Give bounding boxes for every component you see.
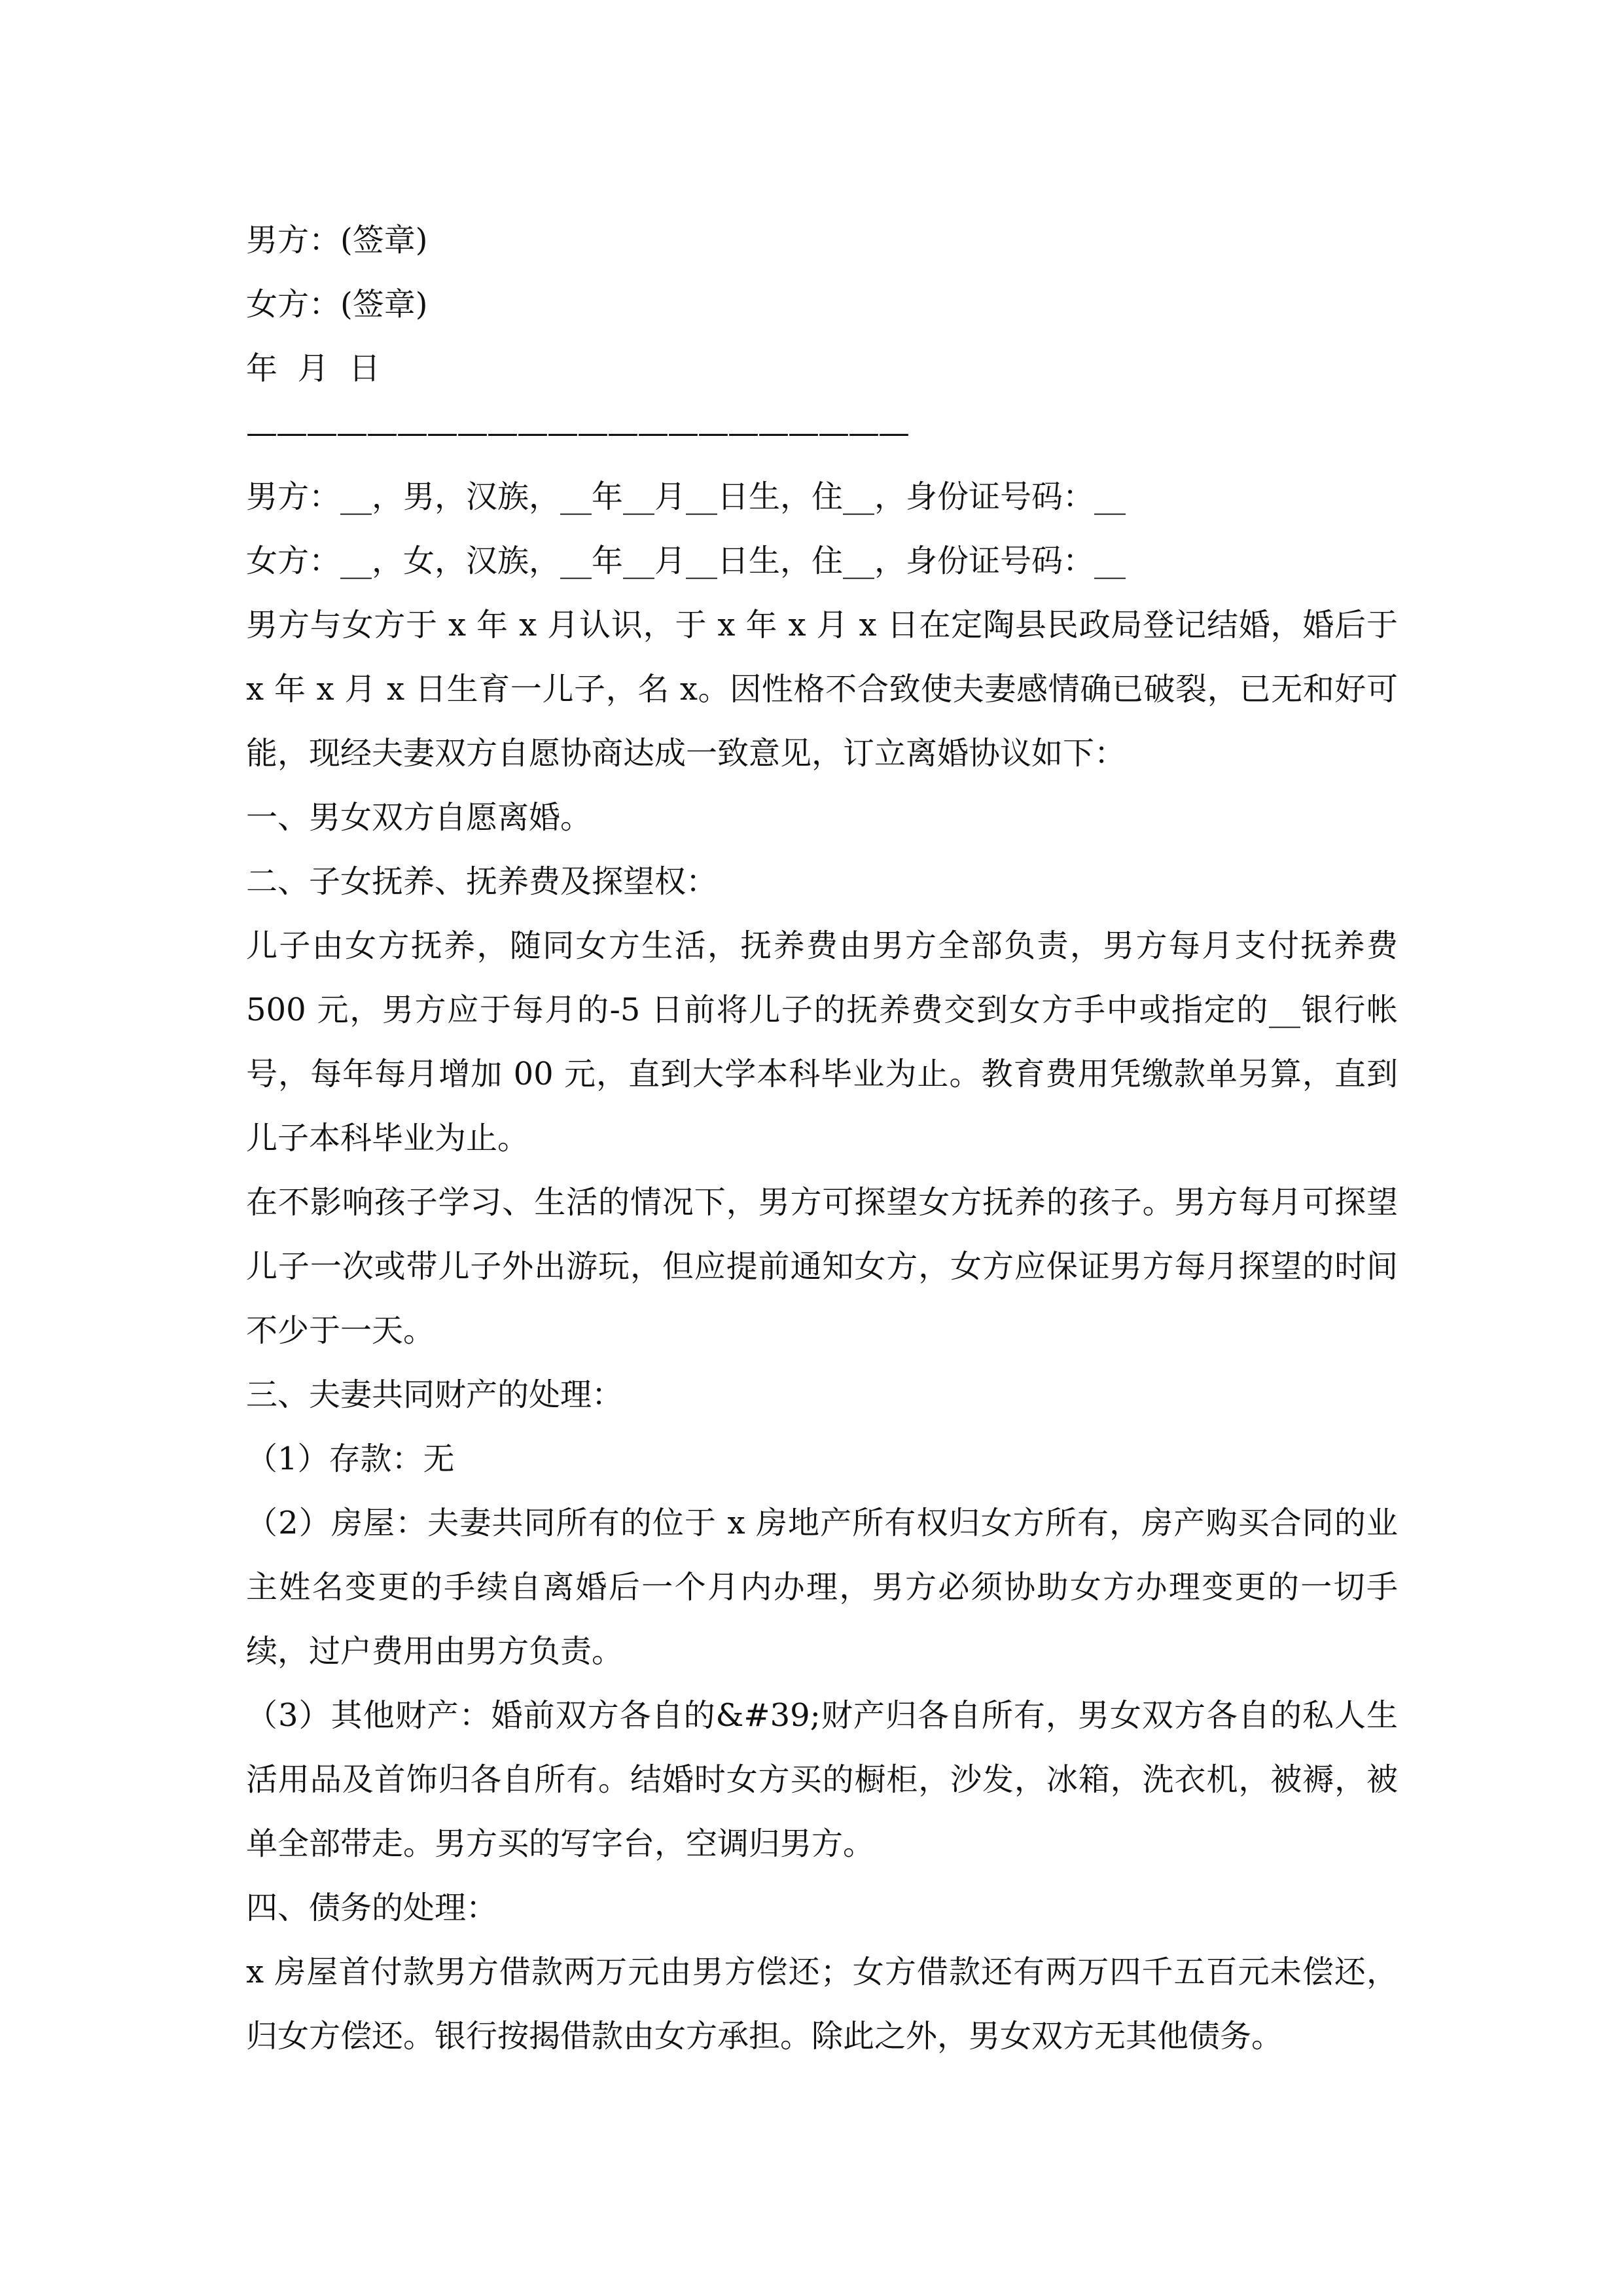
property-item-other: （3）其他财产：婚前双方各自的&#39;财产归各自所有，男女双方各自的私人生活用品及首饰归各自所有。结婚时女方买的橱柜，沙发，冰箱，洗衣机，被褥，被单全部带走。男方买的写字台，空调归男方。 <box>246 1697 1398 1862</box>
male-party-info: 男方：__，男，汉族，__年__月__日生，住__，身份证号码：__ <box>246 478 1126 515</box>
property-item-deposits: （1）存款：无 <box>246 1441 455 1477</box>
debt-paragraph: x 房屋首付款男方借款两万元由男方偿还；女方借款还有两万四千五百元未偿还，归女方偿还。银行按揭借款由女方承担。除此之外，男女双方无其他债务。 <box>246 1954 1398 2054</box>
female-signature-line: 女方：(签章) <box>246 286 428 323</box>
date-line: 年 月 日 <box>246 350 381 387</box>
divider-line: —————————————————————— <box>246 414 908 451</box>
intro-paragraph: 男方与女方于 x 年 x 月认识，于 x 年 x 月 x 日在定陶县民政局登记结婚，婚后于 x 年 x 月 x 日生育一儿子，名 x。因性格不合致使夫妻感情确已破裂，已无和好可能，现经夫妻双方自愿协商达成一致意见，订立离婚协议如下： <box>246 607 1398 772</box>
document-page <box>246 208 1398 2068</box>
section-4-heading: 四、债务的处理： <box>246 1890 498 1926</box>
section-2-heading: 二、子女抚养、抚养费及探望权： <box>246 863 718 900</box>
section-3-heading: 三、夫妻共同财产的处理： <box>246 1376 624 1413</box>
visitation-paragraph: 在不影响孩子学习、生活的情况下，男方可探望女方抚养的孩子。男方每月可探望儿子一次或带儿子外出游玩，但应提前通知女方，女方应保证男方每月探望的时间不少于一天。 <box>246 1184 1398 1349</box>
property-item-house: （2）房屋：夫妻共同所有的位于 x 房地产所有权归女方所有，房产购买合同的业主姓名变更的手续自离婚后一个月内办理，男方必须协助女方办理变更的一切手续，过户费用由男方负责。 <box>246 1505 1398 1670</box>
male-signature-line: 男方：(签章) <box>246 222 428 259</box>
female-party-info: 女方：__，女，汉族，__年__月__日生，住__，身份证号码：__ <box>246 543 1126 579</box>
section-1: 一、男女双方自愿离婚。 <box>246 799 592 836</box>
custody-paragraph: 儿子由女方抚养，随同女方生活，抚养费由男方全部负责，男方每月支付抚养费 500 元，男方应于每月的-5 日前将儿子的抚养费交到女方手中或指定的__银行帐号，每年每月增加 00 元，直到大学本科毕业为止。教育费用凭缴款单另算，直到儿子本科毕业为止。 <box>246 927 1398 1157</box>
